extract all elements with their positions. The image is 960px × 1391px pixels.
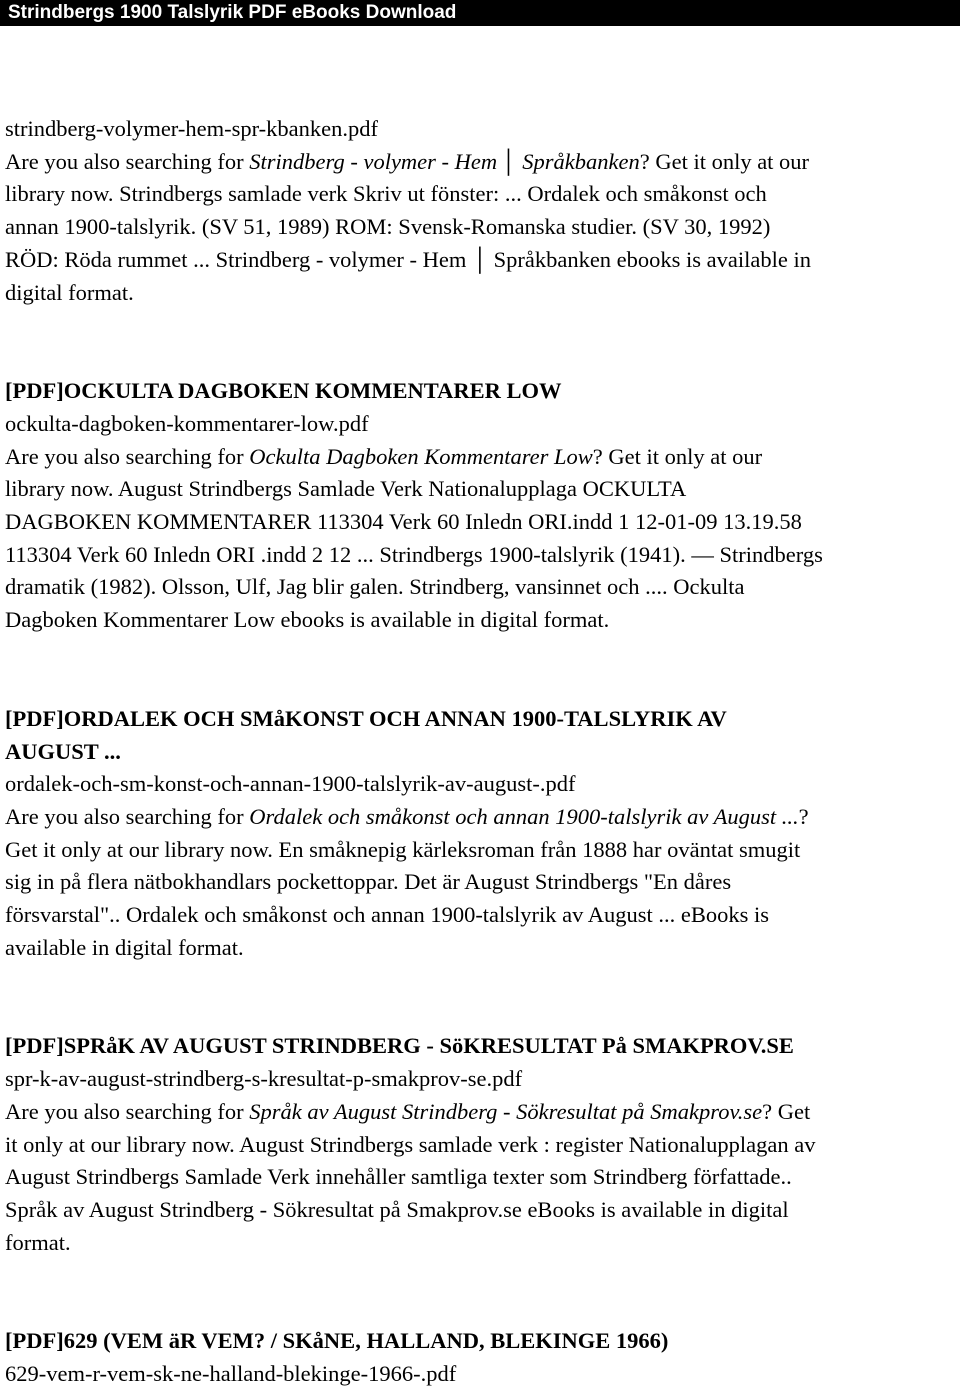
entry-title[interactable]: [PDF]629 (VEM äR VEM? / SKåNE, HALLAND, BLEKINGE 1966) <box>5 1328 669 1354</box>
entry-text-line: DAGBOKEN KOMMENTARER 113304 Verk 60 Inledn ORI.indd 1 12-01-09 13.19.58 <box>5 509 802 535</box>
entry-text-line: försvarstal".. Ordalek och småkonst och annan 1900-talslyrik av August ... eBooks is <box>5 902 770 928</box>
page-title: Strindbergs 1900 Talslyrik PDF eBooks Download <box>8 2 457 23</box>
search-term: Ordalek och småkonst och annan 1900-talslyrik av August ... <box>249 803 799 829</box>
entry-text-line: 113304 Verk 60 Inledn ORI .indd 2 12 ... Strindbergs 1900-talslyrik (1941). — Strindbergs <box>5 541 823 567</box>
entry-search-line: Are you also searching for Ordalek och småkonst och annan 1900-talslyrik av August ...? <box>5 803 809 829</box>
entry-text-line: dramatik (1982). Olsson, Ulf, Jag blir galen. Strindberg, vansinnet och .... Ockulta <box>5 574 745 600</box>
entry-title[interactable]: [PDF]ORDALEK OCH SMåKONST OCH ANNAN 1900-TALSLYRIK AV <box>5 705 727 731</box>
entry-search-line: Are you also searching for Strindberg - volymer - Hem │ Språkbanken? Get it only at our <box>5 148 810 174</box>
header-bar <box>0 0 960 26</box>
entry-text-line: Dagboken Kommentarer Low ebooks is available in digital format. <box>5 607 610 633</box>
entry-text-line: it only at our library now. August Strindbergs samlade verk : register Nationalupplagan av <box>5 1131 816 1157</box>
ebook-entry <box>5 113 950 309</box>
entry-title-continued[interactable]: AUGUST ... <box>5 738 121 764</box>
entry-filename: ordalek-och-sm-konst-och-annan-1900-talslyrik-av-august-.pdf <box>5 771 576 797</box>
entry-title[interactable]: [PDF]SPRåK AV AUGUST STRINDBERG - SöKRESULTAT På SMAKPROV.SE <box>5 1033 794 1059</box>
entry-text-line: Språk av August Strindberg - Sökresultat på Smakprov.se eBooks is available in digital <box>5 1196 789 1222</box>
entry-text-line: digital format. <box>5 279 134 305</box>
entry-search-line: Are you also searching for Språk av August Strindberg - Sökresultat på Smakprov.se? Get <box>5 1098 811 1124</box>
entry-text-line: August Strindbergs Samlade Verk innehåller samtliga texter som Strindberg författade.. <box>5 1164 792 1190</box>
entry-text-line: annan 1900-talslyrik. (SV 51, 1989) ROM: Svensk-Romanska studier. (SV 30, 1992) <box>5 214 771 240</box>
ebook-entry <box>5 703 950 965</box>
entry-filename: ockulta-dagboken-kommentarer-low.pdf <box>5 410 369 436</box>
entry-text-line: format. <box>5 1229 71 1255</box>
entry-text-line: RÖD: Röda rummet ... Strindberg - volymer - Hem │ Språkbanken ebooks is available in <box>5 246 812 272</box>
entry-text-line: library now. August Strindbergs Samlade Verk Nationalupplaga OCKULTA <box>5 476 687 502</box>
ebook-entry <box>5 1325 950 1390</box>
entry-text-line: available in digital format. <box>5 934 244 960</box>
document-body <box>5 113 950 1391</box>
entry-filename: 629-vem-r-vem-sk-ne-halland-blekinge-1966-.pdf <box>5 1361 457 1387</box>
search-term: Strindberg - volymer - Hem │ Språkbanken <box>249 148 640 174</box>
entry-text-line: sig in på flera nätbokhandlars pockettoppar. Det är August Strindbergs "En dåres <box>5 869 732 895</box>
search-term: Ockulta Dagboken Kommentarer Low <box>249 443 593 469</box>
entry-filename: spr-k-av-august-strindberg-s-kresultat-p-smakprov-se.pdf <box>5 1066 523 1092</box>
entry-title[interactable]: [PDF]OCKULTA DAGBOKEN KOMMENTARER LOW <box>5 378 562 404</box>
search-term: Språk av August Strindberg - Sökresultat på Smakprov.se <box>249 1098 763 1124</box>
entry-text-line: Get it only at our library now. En småknepig kärleksroman från 1888 har oväntat smugit <box>5 836 801 862</box>
entry-text-line: library now. Strindbergs samlade verk Skriv ut fönster: ... Ordalek och småkonst och <box>5 181 767 207</box>
ebook-entry <box>5 1030 950 1259</box>
entry-search-line: Are you also searching for Ockulta Dagboken Kommentarer Low? Get it only at our <box>5 443 763 469</box>
ebook-entry <box>5 375 950 637</box>
entry-filename: strindberg-volymer-hem-spr-kbanken.pdf <box>5 116 378 141</box>
